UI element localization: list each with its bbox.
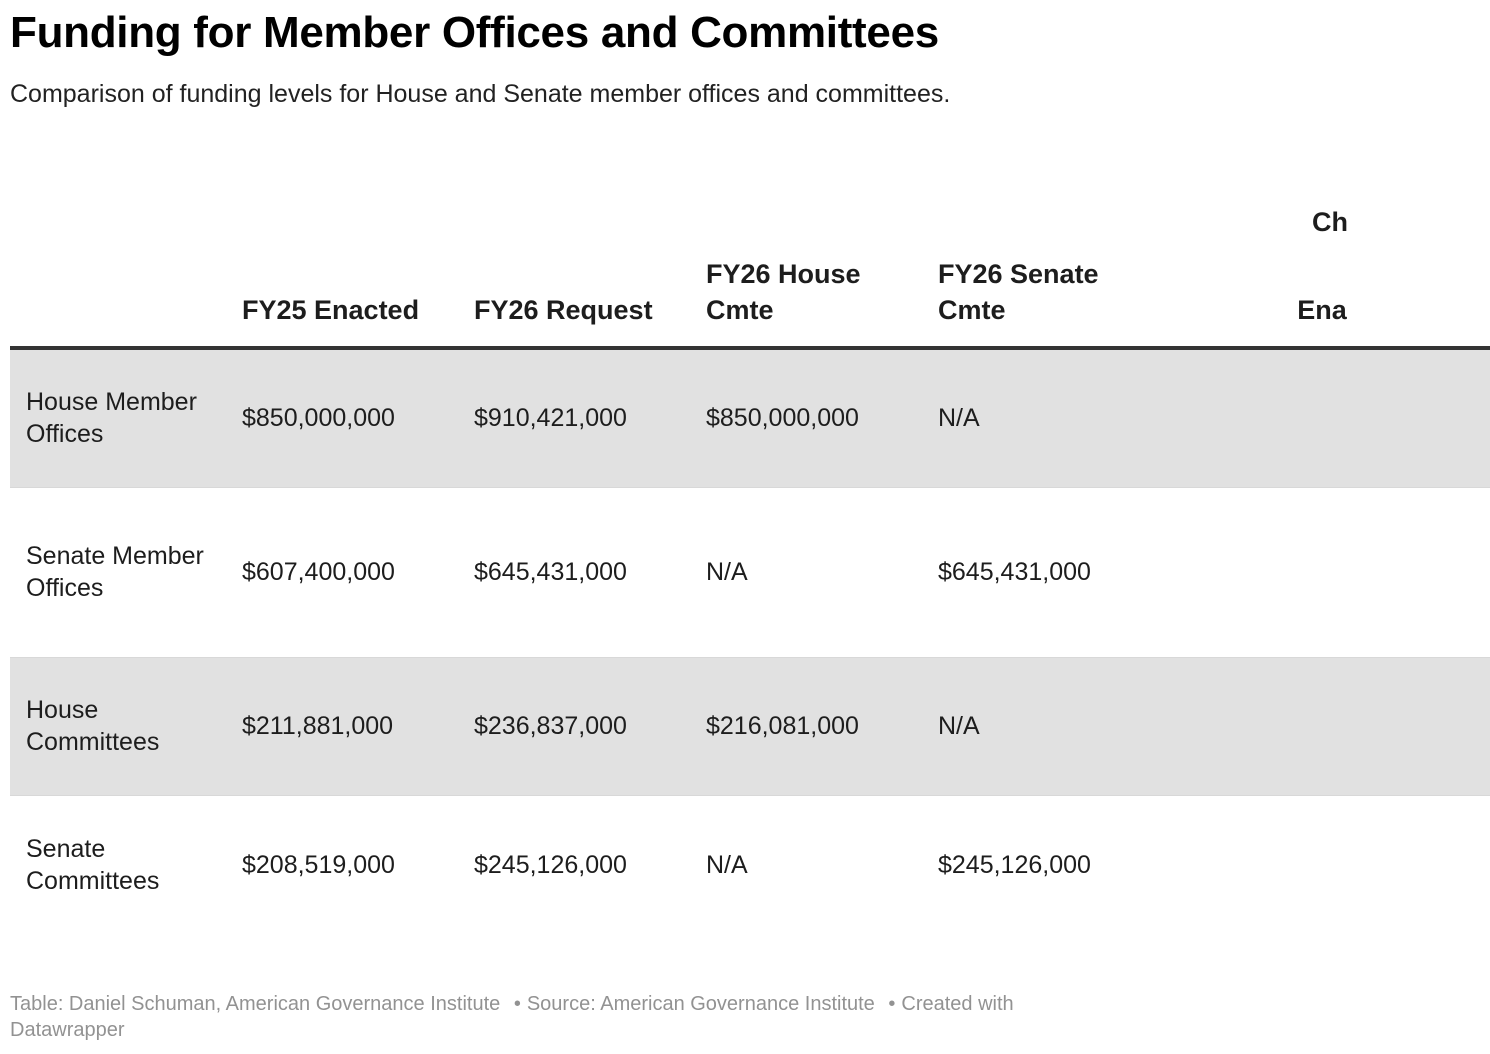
column-header-fy26-request: FY26 Request xyxy=(474,190,706,348)
row-label: Senate Committees xyxy=(26,835,160,896)
footer-separator: • xyxy=(513,993,521,1015)
cell-fy26-request: $910,421,000 xyxy=(474,348,706,487)
footer-source: Source: American Governance Institute xyxy=(526,993,875,1015)
row-label: House Member Offices xyxy=(10,348,242,487)
cell-fy26-house-cmte: N/A xyxy=(706,851,748,880)
cell-fy26-request: $236,837,000 xyxy=(474,657,706,795)
chart-footer xyxy=(10,991,1120,1043)
funding-table-container[interactable] xyxy=(10,190,1348,960)
table-row xyxy=(10,348,1490,487)
cell-fy25-enacted: $850,000,000 xyxy=(242,348,474,487)
footer-credit: Table: Daniel Schuman, American Governance Institute xyxy=(10,993,501,1015)
cell-fy25-enacted: $211,881,000 xyxy=(242,657,474,795)
table-row xyxy=(10,795,1490,935)
column-header-change-top: Ch xyxy=(1312,207,1348,237)
column-header-fy25-enacted: FY25 Enacted xyxy=(242,190,474,348)
column-header-fy26-house-cmte: FY26 House Cmte xyxy=(706,190,938,348)
chart-title: Funding for Member Offices and Committees xyxy=(10,8,939,57)
row-label: Senate Member Offices xyxy=(10,487,242,657)
cell-fy26-request: $245,126,000 xyxy=(474,851,627,880)
column-header-label xyxy=(10,190,242,348)
cell-fy26-house-cmte: N/A xyxy=(706,487,938,657)
funding-table xyxy=(10,190,1490,935)
cell-change xyxy=(1170,348,1490,487)
column-header-fy26-senate-cmte: FY26 Senate Cmte xyxy=(938,190,1170,348)
cell-fy26-senate-cmte: $645,431,000 xyxy=(938,487,1170,657)
cell-fy26-house-cmte: $850,000,000 xyxy=(706,348,938,487)
table-row xyxy=(10,657,1490,795)
cell-change xyxy=(1170,795,1490,935)
footer-separator: • xyxy=(888,993,896,1015)
cell-change xyxy=(1170,487,1490,657)
cell-fy26-senate-cmte: $245,126,000 xyxy=(938,851,1091,880)
table-row xyxy=(10,487,1490,657)
footer-created-with[interactable]: Created with Datawrapper xyxy=(10,993,1014,1041)
cell-fy26-request: $645,431,000 xyxy=(474,487,706,657)
cell-fy26-house-cmte: $216,081,000 xyxy=(706,657,938,795)
column-header-change-bottom: Ena xyxy=(1297,295,1347,325)
cell-fy25-enacted: $607,400,000 xyxy=(242,487,474,657)
cell-fy26-senate-cmte: N/A xyxy=(938,657,1170,795)
cell-change xyxy=(1170,657,1490,795)
column-header-change xyxy=(1170,190,1490,348)
cell-fy26-senate-cmte: N/A xyxy=(938,348,1170,487)
cell-fy25-enacted: $208,519,000 xyxy=(242,851,395,880)
chart-subtitle: Comparison of funding levels for House and Senate member offices and committees. xyxy=(10,80,951,108)
table-header-row xyxy=(10,190,1490,348)
row-label: House Committees xyxy=(10,657,242,795)
